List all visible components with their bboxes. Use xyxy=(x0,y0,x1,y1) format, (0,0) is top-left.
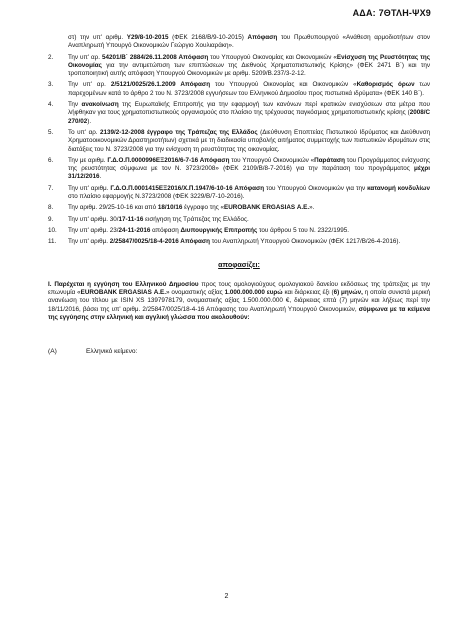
item-run: του Προγράμματος ενίσχυσης της ρευστότητας σύμφωνα με τον Ν. 3723/2008» (ΦΕΚ 2109/Β/8-7-2016) για την παράταση του προγράμματος xyxy=(68,156,430,173)
decision-bold: 1.000.000.000 ευρώ xyxy=(224,289,283,297)
item-run: Την xyxy=(68,101,82,109)
item-bold: 2/25847/0025/18-4-2016 Απόφαση xyxy=(109,238,211,246)
item-bold: Ενίσχυση της Ρευστότητας της Οικονομίας xyxy=(68,53,430,69)
section-a-title: Ελληνικό κείμενο: xyxy=(86,348,138,356)
list-item xyxy=(48,227,430,235)
item-run: ). xyxy=(87,117,92,125)
item-bold: Διυπουργικής Επιτροπής xyxy=(180,226,258,234)
list-item xyxy=(48,81,430,98)
item-run: Την με αριθμ. xyxy=(68,156,108,164)
item-text xyxy=(68,129,430,154)
section-a xyxy=(48,348,430,356)
item-bold: 2008/C 270/02 xyxy=(68,109,430,125)
item-run: για την αντιμετώπιση των επιπτώσεων της Διεθνούς Χρηματοπιστωτικής Κρίσης» (ΦΕΚ 2471 Β΄) και την τροποποιητική αυτής απόφαση Υπουργού Οικονομικών με αριθμ. 5209/Β.237/3-2-12. xyxy=(68,61,430,78)
item-run: Την υπ' αριθμ. xyxy=(68,184,111,192)
item-run: Την υπ' αρ. xyxy=(68,81,111,89)
intro-text: στ) την υπ' αριθμ. xyxy=(68,34,127,41)
item-text xyxy=(68,185,430,202)
item-run: των παρεχομένων κατά το άρθρο 2 του Ν. 3723/2008 εγγυήσεων του Ελληνικού Δημοσίου προς πιστωτικά ιδρύματα» (ΦΕΚ 140 Β΄). xyxy=(68,81,431,97)
item-number: 10. xyxy=(48,226,57,234)
item-run: στο πλαίσιο εφαρμογής Ν.3723/2008 (ΦΕΚ 3229/Β/7-10-2016). xyxy=(68,193,245,201)
item-number: 4. xyxy=(48,101,54,109)
decision-bold: Ι. Παρέχεται η εγγύηση του Ελληνικού Δημοσίου xyxy=(48,280,199,288)
item-run: ». xyxy=(309,204,315,212)
item-bold: 2/5121/0025/26.1.2009 Απόφαση xyxy=(110,81,211,89)
list-item xyxy=(48,129,430,154)
item-run: του Υπουργού Οικονομίας και Οικονομικών « xyxy=(210,81,357,89)
item-bold: Γ.Δ.Ο.Π.0000996ΕΞ2016/6-7-16 Απόφαση xyxy=(107,156,230,164)
item-run: Την υπ' αριθμ. 23/ xyxy=(68,226,119,234)
item-text xyxy=(68,227,430,235)
item-text xyxy=(68,238,430,246)
list-item xyxy=(48,157,430,182)
item-run: (Διεύθυνση Εποπτείας Πιστωτικού Ιδρύματος και Διεύθυνση Χρηματοοικονομικών Δραστηριοτήτων) σχετικά με τη διαδικασία υποβολής αιτήματος συμμετοχής των πιστωτικών ιδρυμάτων στις διατάξεις του Ν. 3723/2008 για την ενίσχυση τη ρευστότητας της οικονομίας. xyxy=(68,128,431,153)
list-item xyxy=(48,54,430,79)
intro-paragraph xyxy=(48,34,430,51)
item-number: 6. xyxy=(48,156,54,164)
item-run: . xyxy=(99,173,102,181)
document-body xyxy=(48,34,430,357)
item-bold: κατανομή κονδυλίων xyxy=(367,184,430,192)
item-bold: 24-11-2016 xyxy=(118,226,151,234)
item-number: 9. xyxy=(48,215,54,223)
item-run: της Ευρωπαϊκής Επιτροπής για την εφαρμογή των κανόνων περί κρατικών ενισχύσεων στα μέτρα που λήφθηκαν για τους χρηματοπιστωτικούς οργανισμούς στο πλαίσιο της τρέχουσας παγκόσμιας χρηματοπιστωτικής κρίσης ( xyxy=(68,101,430,117)
decides-heading: αποφασίζει: xyxy=(218,259,260,269)
intro-text: (ΦΕΚ 2168/Β/9-10-2015) xyxy=(168,34,248,41)
item-text xyxy=(68,157,430,182)
item-bold: Καθορισμός όρων xyxy=(356,81,415,89)
item-text xyxy=(68,216,430,224)
item-bold: 17-11-16 xyxy=(118,215,144,223)
item-bold: Παράταση xyxy=(314,156,345,164)
decision-bold: σύμφωνα με τα κείμενα της εγγύησης στην ελληνική και αγγλική γλώσσα που ακολουθούν: xyxy=(48,305,430,322)
item-number: 2. xyxy=(48,53,54,61)
item-run: Την υπ' αριθμ. xyxy=(68,238,110,246)
item-bold: 2139/2-12-2008 έγγραφο της Τράπεζας της Ελλάδος xyxy=(100,128,258,136)
list-item xyxy=(48,101,430,126)
item-number: 5. xyxy=(48,128,54,136)
intro-text: του Πρωθυπουργού «Ανάθεση αρμοδιοτήτων στον Αναπληρωτή Υπουργό Οικονομικών Γεώργιο Χουλιαράκη». xyxy=(68,34,430,50)
decision-run: η οποία συνιστά μερική ανανέωση του τίτλου με ISIN XS 1397978179, ονομαστικής αξίας 1.500.000.000 €, διάρκειας επτά (7) μηνών και λήξεως περί την 18/11/2016, βάσει της υπ' αριθμ. 2/25847/0025/18-4-16 Απόφασης του Αναπληρωτή Υπουργού Οικονομικών, xyxy=(48,289,430,313)
item-run: του Υπουργού Οικονομίας και Οικονομικών « xyxy=(208,53,337,61)
item-run: Την υπ' αριθμ. 30/ xyxy=(68,215,119,223)
item-number: 11. xyxy=(48,238,57,246)
item-run: του άρθρου 5 του Ν. 2322/1995. xyxy=(257,226,349,234)
item-number: 7. xyxy=(48,184,54,192)
item-bold: μέχρι 31/12/2016 xyxy=(68,165,430,181)
section-a-label: (Α) xyxy=(48,348,57,356)
intro-bold: Απόφαση xyxy=(247,34,278,41)
item-bold: 54201/Β΄ 2884/26.11.2008 Απόφαση xyxy=(101,53,209,61)
page-number: 2 xyxy=(224,593,229,600)
decision-paragraph xyxy=(48,281,430,322)
item-run: Την αριθμ. 29/25-10-16 και από xyxy=(68,204,158,212)
ada-code: ΑΔΑ: 7ΘΤΛΗ-ΨΧ9 xyxy=(352,8,431,18)
decision-run: προς τους ομολογιούχους ομολογιακού δανείου εκδόσεως της τράπεζας με την επωνυμία « xyxy=(48,280,430,297)
item-text xyxy=(68,54,430,79)
intro-bold: Υ29/8-10-2015 xyxy=(126,34,169,41)
item-run: του Υπουργού Οικονομικών « xyxy=(229,156,315,164)
item-text xyxy=(68,81,430,98)
item-run: έγγραφο της « xyxy=(182,204,225,212)
list-item xyxy=(48,204,430,212)
item-run: απόφαση xyxy=(150,226,181,234)
item-run: Την υπ' αρ. xyxy=(68,53,102,61)
item-number: 8. xyxy=(48,204,54,212)
decision-bold: EUROBANK ERGASIAS Α.Ε. xyxy=(80,289,166,297)
item-run: Το υπ' αρ. xyxy=(68,128,101,136)
item-bold: ανακοίνωση xyxy=(81,101,119,109)
item-text xyxy=(68,101,430,126)
decision-bold: 6) μηνών, xyxy=(333,289,363,297)
list-item xyxy=(48,216,430,224)
list-item xyxy=(48,238,430,246)
item-bold: 18/10/16 xyxy=(157,204,183,212)
item-run: εισήγηση της Τράπεζας της Ελλάδος. xyxy=(143,215,249,223)
decision-run: » ονομαστικής αξίας xyxy=(165,289,225,297)
item-run: του Υπουργού Οικονομικών για την xyxy=(264,184,368,192)
considerations-list xyxy=(48,54,430,247)
list-item xyxy=(48,185,430,202)
item-text xyxy=(68,204,430,212)
item-number: 3. xyxy=(48,81,54,89)
item-bold: EUROBANK ERGASIAS Α.Ε. xyxy=(224,204,310,212)
decision-run: και διάρκειας έξι ( xyxy=(282,289,334,297)
item-run: του Αναπληρωτή Υπουργού Οικονομικών (ΦΕΚ 1217/Β/26-4-2016). xyxy=(210,238,401,246)
item-bold: Γ.Δ.Ο.Π.0001415ΕΞ2016/Χ.Π.1947/6-10-16 Απόφαση xyxy=(110,184,265,192)
